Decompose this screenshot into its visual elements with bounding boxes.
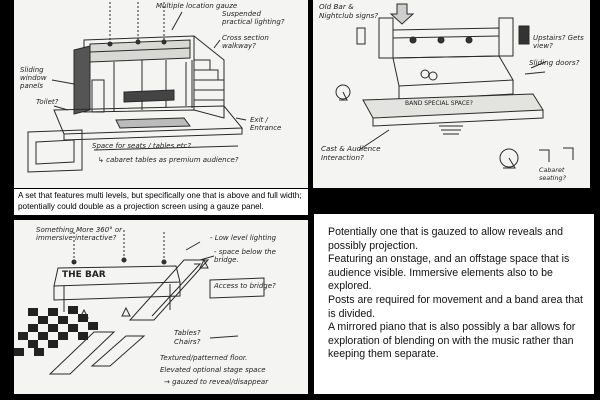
label-gauzed-reveal: → gauzed to reveal/disappear	[164, 378, 269, 386]
design-notes	[314, 214, 594, 394]
label-cross-section-walkway: Cross section walkway?	[222, 34, 269, 50]
note-line-2: Featuring an onstage, and an offstage space that is audience visible. Immersive elements also to be explored.	[328, 253, 570, 293]
label-space-for-seats: Space for seats / tables etc?	[92, 142, 192, 150]
label-band-special-space: BAND SPECIAL SPACE?	[405, 100, 473, 107]
label-multiple-location-gauze: Multiple location gauze	[156, 2, 238, 10]
label-toilet: Toilet?	[36, 98, 59, 106]
note-line-1: Potentially one that is gauzed to allow reveals and possibly projection.	[328, 226, 563, 252]
label-access-to-bridge: Access to bridge?	[214, 282, 276, 290]
label-cast-audience: Cast & Audience Interaction?	[321, 144, 381, 162]
label-elevated-optional: Elevated optional stage space	[160, 366, 266, 374]
label-sliding-window-panels: Sliding window panels	[20, 66, 47, 90]
label-low-level-lighting: - Low level lighting	[210, 234, 277, 242]
caption-multilevel-set: A set that features multi levels, but specifically one that is above and full width; potentially could double as a projection screen using a gauze panel.	[14, 189, 308, 215]
label-old-bar-nightclub: Old Bar & Nightclub signs?	[319, 2, 379, 20]
label-suspended-lighting: Suspended practical lighting?	[222, 10, 285, 26]
sketch-set-multilevel	[14, 0, 308, 188]
label-tables-chairs: Tables? Chairs?	[174, 328, 201, 346]
note-line-4: A mirrored piano that is also possibly a bar allows for exploration of blending on with the music rather than keeping them separate.	[328, 321, 576, 361]
label-space-below-bridge: - space below the bridge.	[214, 248, 276, 264]
background-strip	[0, 0, 14, 400]
note-line-3: Posts are required for movement and a band area that is divided.	[328, 293, 583, 320]
label-textured-floor: Textured/patterned floor.	[160, 354, 248, 362]
label-something-more: Something More 360° or immersive interactive?	[36, 226, 123, 242]
label-upstairs: Upstairs? Gets view?	[533, 34, 584, 50]
label-cabaret-seating: Cabaret seating?	[539, 166, 566, 182]
label-exit-entrance: Exit / Entrance	[250, 116, 282, 132]
sketch-bar-bridge	[14, 220, 308, 394]
label-sliding-doors: Sliding doors?	[529, 58, 580, 67]
label-the-bar: THE BAR	[62, 270, 106, 280]
sketch-bar-nightclub	[313, 0, 590, 188]
label-cabaret-tables: ↳ cabaret tables as premium audience?	[98, 156, 239, 164]
